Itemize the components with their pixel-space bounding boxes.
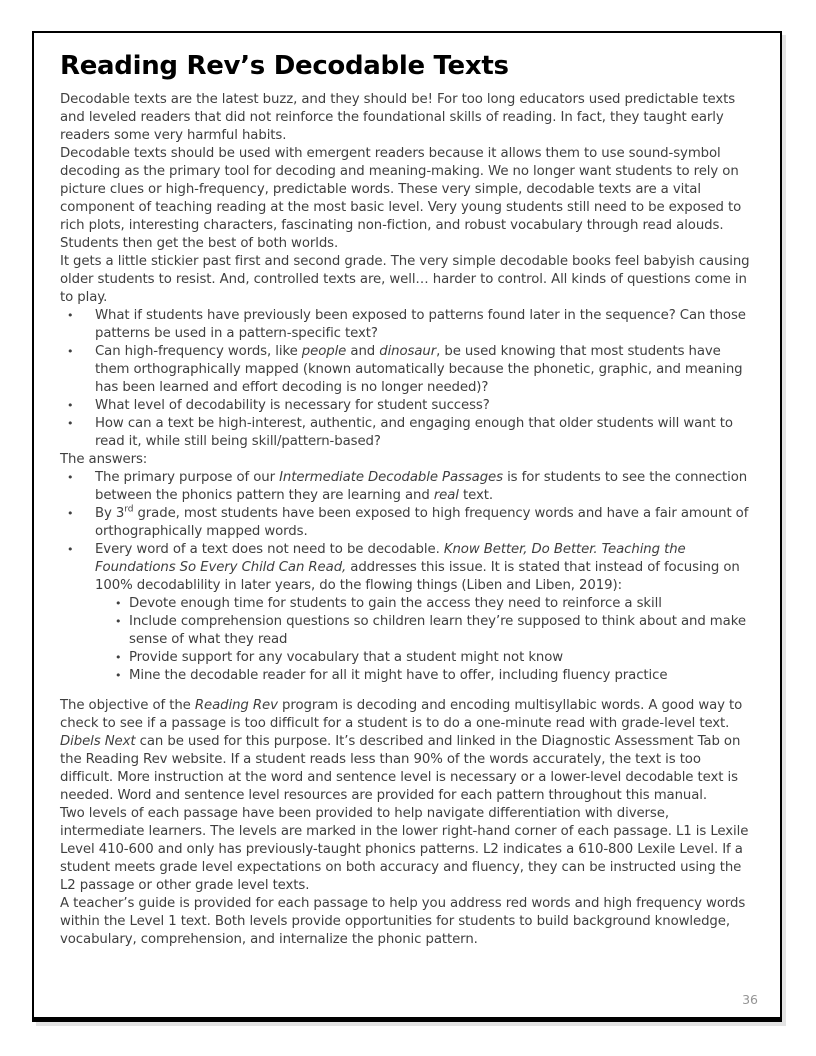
paragraph: It gets a little stickier past first and second grade. The very simple decodable books feel babyish causing older students to resist. And, controlled texts are, well… harder to control. All kinds of questions come in to play.: [60, 254, 750, 305]
bullet-item: • Can high-frequency words, like people and dinosaur, be used knowing that most students have them orthographically mapped (known automatically because the phonetic, graphic, and meaning has been learned and effort decoding is no longer needed)?: [60, 343, 756, 397]
paragraph: Decodable texts should be used with emergent readers because it allows them to use sound-symbol decoding as the primary tool for decoding and meaning-making. We no longer want students to rely on picture clues or high-frequency, predictable words. These very simple, decodable texts are a vital component of teaching reading at the most basic level. Very young students still need to be exposed to rich plots, interesting characters, fascinating non-fiction, and robust vocabulary through read alouds. Students then get the best of both worlds.: [60, 146, 742, 251]
sub-bullet-item: • Devote enough time for students to gain the access they need to reinforce a skill: [60, 595, 756, 613]
paragraph: The objective of the Reading Rev program is decoding and encoding multisyllabic words. A good way to check to see if a passage is too difficult for a student is to do a one-minute read with grade-level text. Dibels Next can be used for this purpose. It’s described and linked in the Diagnostic Assessment Tab on the Reading Rev website. If a student reads less than 90% of the words accurately, the text is too difficult. More instruction at the word and sentence level is necessary or a lower-level decodable text is needed. Word and sentence level resources are provided for each pattern throughout this manual.: [60, 698, 743, 803]
document-body: [60, 91, 756, 949]
bullet-item: • What if students have previously been exposed to patterns found later in the sequence? Can those patterns be used in a pattern-specific text?: [60, 307, 756, 343]
bullet-item: • What level of decodability is necessary for student success?: [60, 397, 756, 415]
page-title: Reading Rev’s Decodable Texts: [60, 51, 509, 81]
bullet-list: [60, 469, 756, 595]
bullet-item: • Every word of a text does not need to be decodable. Know Better, Do Better. Teaching the Foundations So Every Child Can Read, addresses this issue. It is stated that instead of focusing on 100% decodablility in later years, do the flowing things (Liben and Liben, 2019):: [60, 541, 756, 595]
sub-bullet-item: • Provide support for any vocabulary that a student might not know: [60, 649, 756, 667]
bullet-item: • The primary purpose of our Intermediate Decodable Passages is for students to see the connection between the phonics pattern they are learning and real text.: [60, 469, 756, 505]
sub-bullet-item: • Mine the decodable reader for all it might have to offer, including fluency practice: [60, 667, 756, 685]
bullet-item: • How can a text be high-interest, authentic, and engaging enough that older students will want to read it, while still being skill/pattern-based?: [60, 415, 756, 451]
sub-bullet-item: • Include comprehension questions so children learn they’re supposed to think about and make sense of what they read: [60, 613, 756, 649]
paragraph: A teacher’s guide is provided for each passage to help you address red words and high frequency words within the Level 1 text. Both levels provide opportunities for students to build background knowledge, vocabulary, comprehension, and internalize the phonic pattern.: [60, 896, 746, 947]
paragraph: The answers:: [60, 452, 148, 467]
sub-bullet-list: [60, 595, 756, 685]
bullet-item: • By 3rd grade, most students have been exposed to high frequency words and have a fair amount of orthographically mapped words.: [60, 505, 756, 541]
page-number: 36: [742, 992, 758, 1007]
paragraph: Decodable texts are the latest buzz, and they should be! For too long educators used predictable texts and leveled readers that did not reinforce the foundational skills of reading. In fact, they taught early readers some very harmful habits.: [60, 92, 736, 143]
bullet-list: [60, 307, 756, 451]
paragraph: Two levels of each passage have been provided to help navigate differentiation with diverse, intermediate learners. The levels are marked in the lower right-hand corner of each passage. L1 is Lexile Level 410-600 and only has previously-taught phonics patterns. L2 indicates a 610-800 Lexile Level. If a student meets grade level expectations on both accuracy and fluency, they can be instructed using the L2 passage or other grade level texts.: [60, 806, 749, 893]
page-frame: [32, 31, 782, 1022]
